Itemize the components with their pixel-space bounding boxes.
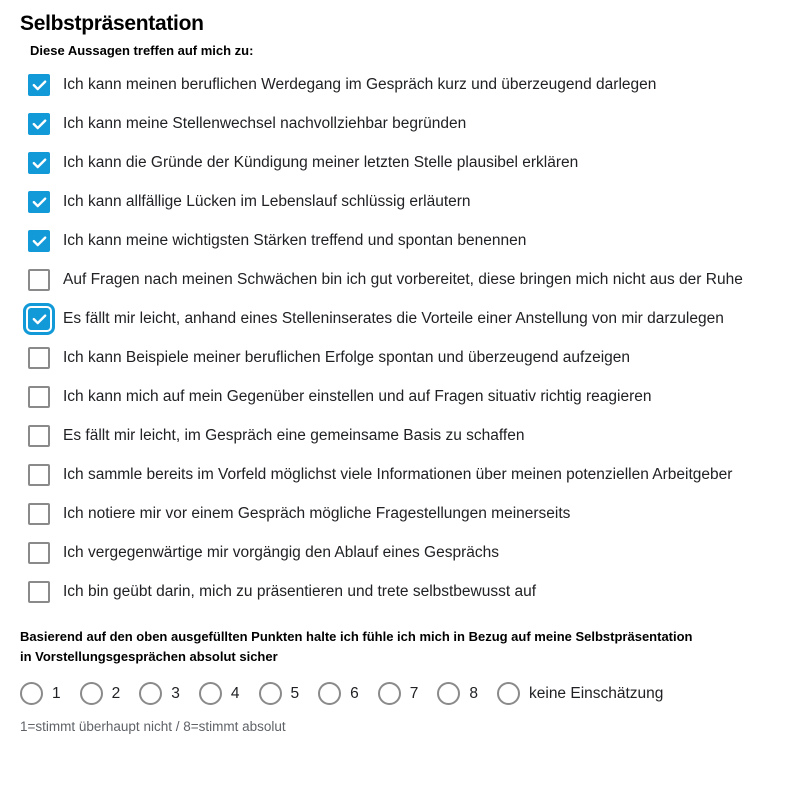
checkmark-icon — [31, 155, 48, 172]
radio-button[interactable] — [139, 682, 162, 705]
rating-option[interactable] — [497, 682, 663, 705]
checklist-item-label: Ich bin geübt darin, mich zu präsentieren und trete selbstbewusst auf — [63, 583, 537, 600]
page-title: Selbstpräsentation — [20, 12, 204, 35]
rating-option-label: 5 — [290, 684, 300, 702]
checklist-item-label: Ich notiere mir vor einem Gespräch mögliche Fragestellungen meinerseits — [63, 505, 571, 522]
checklist-item[interactable] — [28, 72, 769, 98]
checklist-item[interactable] — [28, 228, 769, 254]
checklist-item-label: Ich vergegenwärtige mir vorgängig den Ablauf eines Gesprächs — [63, 544, 499, 561]
radio-button[interactable] — [199, 682, 222, 705]
radio-button[interactable] — [378, 682, 401, 705]
checklist-heading: Diese Aussagen treffen auf mich zu: — [30, 43, 254, 58]
checkbox[interactable] — [28, 581, 50, 603]
checkmark-icon — [31, 194, 48, 211]
checkmark-icon — [31, 233, 48, 250]
radio-button[interactable] — [318, 682, 341, 705]
checklist-item[interactable] — [28, 501, 769, 527]
rating-option[interactable] — [259, 682, 300, 705]
checkbox[interactable] — [28, 191, 50, 213]
checkbox[interactable] — [28, 386, 50, 408]
checklist-item[interactable] — [28, 150, 769, 176]
rating-option[interactable] — [80, 682, 121, 705]
checklist-item-label: Ich kann Beispiele meiner beruflichen Erfolge spontan und überzeugend aufzeigen — [63, 349, 630, 366]
rating-option-label: 7 — [409, 684, 419, 702]
checklist-item[interactable] — [28, 462, 769, 488]
checkbox[interactable] — [28, 152, 50, 174]
rating-option[interactable] — [437, 682, 478, 705]
checkmark-icon — [31, 77, 48, 94]
rating-option-label: 6 — [350, 684, 359, 702]
checklist-item[interactable] — [28, 540, 769, 566]
checkbox[interactable] — [28, 308, 50, 330]
rating-option-label: 2 — [111, 684, 121, 702]
checklist-item[interactable] — [28, 111, 769, 137]
checkbox[interactable] — [28, 542, 50, 564]
rating-option-label: 1 — [52, 684, 61, 702]
checklist-item-label: Ich kann allfällige Lücken im Lebenslauf schlüssig erläutern — [63, 193, 471, 210]
checkbox[interactable] — [28, 347, 50, 369]
checkbox[interactable] — [28, 113, 50, 135]
checkmark-icon — [31, 116, 48, 133]
radio-button[interactable] — [259, 682, 282, 705]
rating-option[interactable] — [139, 682, 180, 705]
checklist-item-label: Ich kann die Gründe der Kündigung meiner letzten Stelle plausibel erklären — [63, 154, 579, 171]
rating-option-label: 3 — [171, 684, 180, 702]
checklist-item-label: Es fällt mir leicht, anhand eines Stelleninserates die Vorteile einer Anstellung von mir darzulegen — [63, 310, 724, 327]
radio-button[interactable] — [497, 682, 520, 705]
rating-legend: 1=stimmt überhaupt nicht / 8=stimmt absolut — [20, 719, 286, 734]
rating-option-label: keine Einschätzung — [529, 684, 664, 702]
checkbox[interactable] — [28, 230, 50, 252]
checklist-item[interactable] — [28, 306, 769, 332]
radio-button[interactable] — [20, 682, 43, 705]
checkbox[interactable] — [28, 503, 50, 525]
rating-option[interactable] — [318, 682, 359, 705]
rating-option[interactable] — [378, 682, 419, 705]
rating-option[interactable] — [20, 682, 61, 705]
rating-question: Basierend auf den oben ausgefüllten Punkten halte ich fühle ich mich in Bezug auf meine Selbstpräsentation in Vorstellungsgesprächen absolut sicher — [20, 629, 693, 664]
checklist-item[interactable] — [28, 189, 769, 215]
checklist-item[interactable] — [28, 423, 769, 449]
checklist-item-label: Ich kann meine wichtigsten Stärken treffend und spontan benennen — [63, 232, 527, 249]
checklist-item-label: Auf Fragen nach meinen Schwächen bin ich gut vorbereitet, diese bringen mich nicht aus der Ruhe — [63, 271, 743, 288]
checklist-item-label: Ich kann meinen beruflichen Werdegang im Gespräch kurz und überzeugend darlegen — [63, 76, 657, 93]
checklist-item-label: Es fällt mir leicht, im Gespräch eine gemeinsame Basis zu schaffen — [63, 427, 525, 444]
radio-button[interactable] — [437, 682, 460, 705]
radio-button[interactable] — [80, 682, 103, 705]
checklist-item[interactable] — [28, 345, 769, 371]
checkbox[interactable] — [28, 464, 50, 486]
checklist-item-label: Ich kann mich auf mein Gegenüber einstellen und auf Fragen situativ richtig reagieren — [63, 388, 652, 405]
checkbox[interactable] — [28, 74, 50, 96]
checkmark-icon — [31, 311, 48, 328]
checklist-item-label: Ich sammle bereits im Vorfeld möglichst viele Informationen über meinen potenziellen Arbeitgeber — [63, 466, 733, 483]
rating-option-label: 4 — [230, 684, 240, 702]
rating-scale — [20, 682, 769, 705]
checklist-item[interactable] — [28, 384, 769, 410]
rating-option[interactable] — [199, 682, 240, 705]
rating-option-label: 8 — [469, 684, 478, 702]
checkbox[interactable] — [28, 269, 50, 291]
checklist-item-label: Ich kann meine Stellenwechsel nachvollziehbar begründen — [63, 115, 467, 132]
checklist — [28, 72, 769, 605]
checklist-item[interactable] — [28, 267, 769, 293]
checkbox[interactable] — [28, 425, 50, 447]
checklist-item[interactable] — [28, 579, 769, 605]
